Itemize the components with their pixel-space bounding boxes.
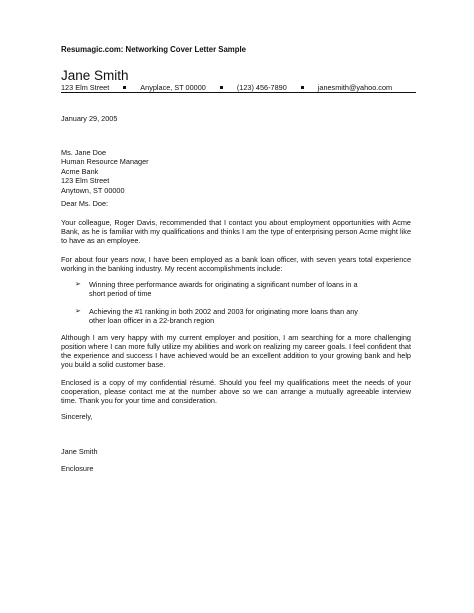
arrow-bullet-icon: ➢: [75, 308, 81, 315]
enclosure-note: Enclosure: [61, 464, 94, 473]
recipient-line: 123 Elm Street: [61, 176, 110, 186]
letter-date: January 29, 2005: [61, 114, 118, 123]
document-heading: Resumagic.com: Networking Cover Letter Sample: [61, 45, 247, 54]
accomplishment-text: Winning three performance awards for originating a significant number of loans in a short period of time: [89, 280, 358, 299]
closing: Sincerely,: [61, 412, 93, 421]
sender-contact-line: [61, 84, 416, 93]
body-paragraph: Enclosed is a copy of my confidential résumé. Should you feel my qualifications meet the needs of your cooperation, please contact me at the number above so we can arrange a mutually agreeable interview time. Thank you for your time and consideration.: [61, 378, 411, 406]
bullet-separator-icon: [220, 86, 223, 89]
arrow-bullet-icon: ➢: [75, 281, 81, 288]
body-paragraph: Although I am very happy with my current employer and position, I am searching for a more challenging position where I can more fully utilize my abilities and work on realizing my career goals. I feel confident that the experience and success I have achieved would be an excellent addition to your growing bank and help you build a solid customer base.: [61, 333, 411, 370]
accomplishment-text: Achieving the #1 ranking in both 2002 and 2003 for originating more loans than any other loan officer in a 22-branch region: [89, 307, 358, 326]
bullet-separator-icon: [123, 86, 126, 89]
salutation: Dear Ms. Doe:: [61, 199, 109, 208]
sender-city: Anyplace, ST 00000: [140, 83, 206, 92]
recipient-line: Acme Bank: [61, 166, 99, 176]
body-paragraph: For about four years now, I have been employed as a bank loan officer, with seven years total experience working in the banking industry. My recent accomplishments include:: [61, 255, 411, 274]
recipient-line: Anytown, ST 00000: [61, 185, 125, 195]
sender-name: Jane Smith: [61, 68, 129, 83]
sender-street: 123 Elm Street: [61, 83, 110, 92]
signer-name: Jane Smith: [61, 447, 98, 456]
body-paragraph: Your colleague, Roger Davis, recommended that I contact you about employment opportunities with Acme Bank, as he is familiar with my qualifications and thinks I am the type of enterprising person Acme might like to have as an employee.: [61, 218, 411, 246]
recipient-address: [61, 148, 411, 195]
recipient-line: Human Resource Manager: [61, 157, 149, 167]
sender-email: janesmith@yahoo.com: [317, 83, 393, 92]
sender-phone: (123) 456-7890: [236, 83, 287, 92]
recipient-line: Ms. Jane Doe: [61, 148, 107, 157]
bullet-separator-icon: [301, 86, 304, 89]
